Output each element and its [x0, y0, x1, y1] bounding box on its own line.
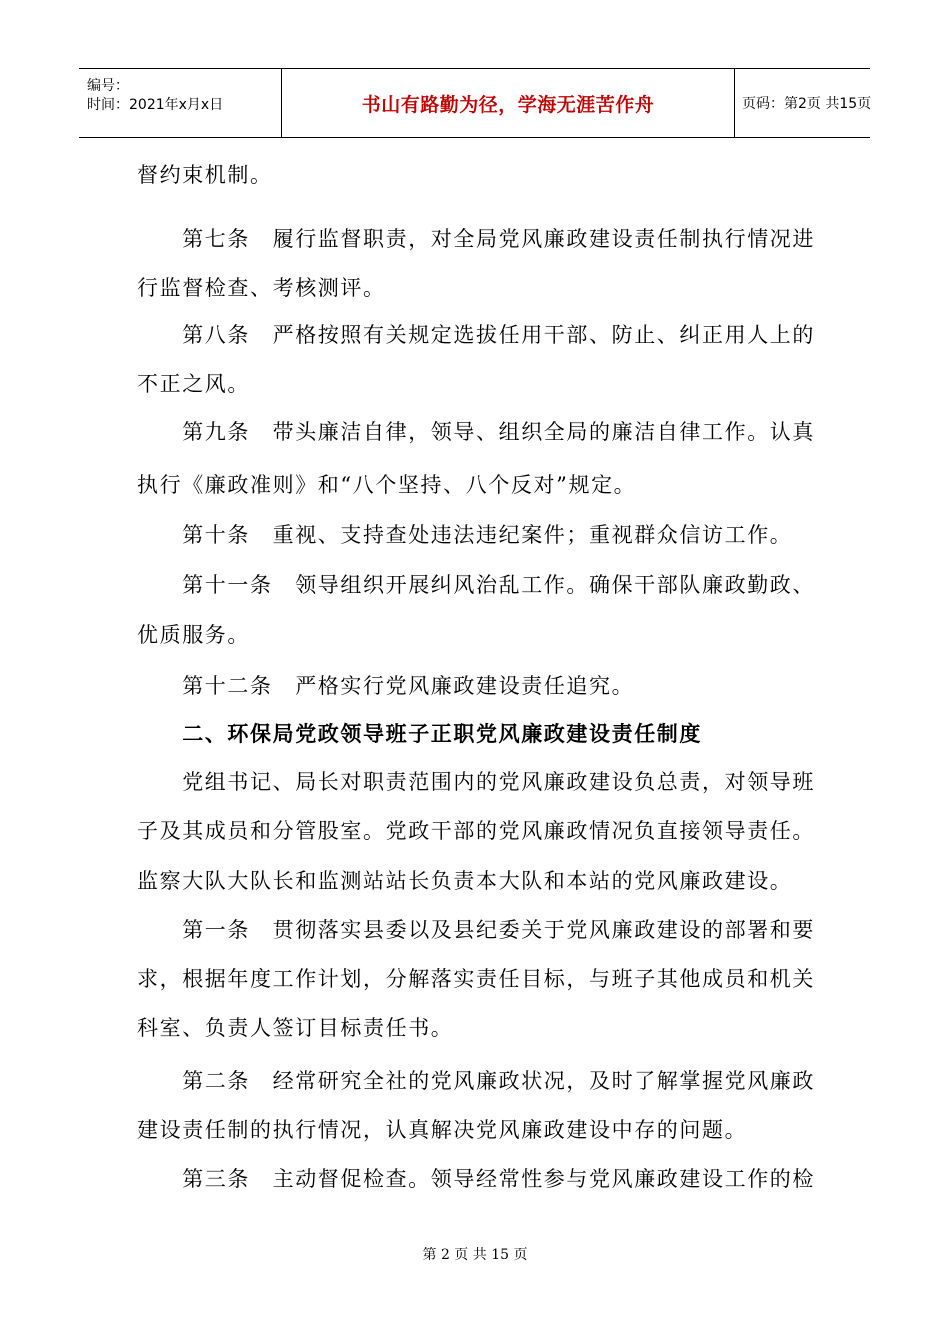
- section-heading: 二、环保局党政领导班子正职党风廉政建设责任制度: [137, 722, 702, 746]
- body-line: 求，根据年度工作计划，分解落实责任目标，与班子其他成员和机关: [137, 967, 815, 991]
- page-footer: 第 2 页 共 15 页: [422, 1247, 528, 1263]
- body-line: 第八条 严格按照有关规定选拔任用干部、防止、纠正用人上的: [137, 323, 815, 347]
- body-line: 执行《廉政准则》和“八个坚持、八个反对”规定。: [137, 473, 637, 497]
- body-line: 督约束机制。: [137, 163, 273, 187]
- body-line: 行监督检查、考核测评。: [137, 276, 386, 300]
- body-line: 第一条 贯彻落实县委以及县纪委关于党风廉政建设的部署和要: [137, 918, 815, 942]
- body-line: 监察大队大队长和监测站站长负责本大队和本站的党风廉政建设。: [137, 869, 793, 893]
- body-line: 第七条 履行监督职责，对全局党风廉政建设责任制执行情况进: [137, 227, 815, 251]
- header-page-cell: [734, 69, 870, 137]
- body-line: 第十二条 严格实行党风廉政建设责任追究。: [137, 674, 635, 698]
- body-line: 第九条 带头廉洁自律，领导、组织全局的廉洁自律工作。认真: [137, 420, 815, 444]
- body-line: 第十条 重视、支持查处违法违纪案件；重视群众信访工作。: [137, 523, 793, 547]
- header-motto: 书山有路勤为径，学海无涯苦作舟: [361, 93, 655, 116]
- body-line: 第十一条 领导组织开展纠风治乱工作。确保干部队廉政勤政、: [137, 573, 815, 597]
- body-line: 子及其成员和分管股室。党政干部的党风廉政情况负直接领导责任。: [137, 819, 815, 843]
- body-line: 第二条 经常研究全社的党风廉政状况，及时了解掌握党风廉政: [137, 1069, 815, 1093]
- body-line: 党组书记、局长对职责范围内的党风廉政建设负总责，对领导班: [137, 770, 815, 794]
- header-page-info: 页码：第2页 共15页: [742, 96, 872, 112]
- body-line: 科室、负责人签订目标责任书。: [137, 1016, 454, 1040]
- number-label: 编号：: [87, 78, 129, 94]
- header-motto-cell: [281, 69, 735, 137]
- date-label: 时间：2021年x月x日: [87, 97, 224, 113]
- body-line: 建设责任制的执行情况，认真解决党风廉政建设中存的问题。: [137, 1118, 748, 1142]
- body-line: 不正之风。: [137, 372, 250, 396]
- document-header: [79, 68, 870, 138]
- body-line: 优质服务。: [137, 623, 250, 647]
- header-meta-cell: [79, 69, 281, 137]
- body-line: 第三条 主动督促检查。领导经常性参与党风廉政建设工作的检: [137, 1167, 815, 1191]
